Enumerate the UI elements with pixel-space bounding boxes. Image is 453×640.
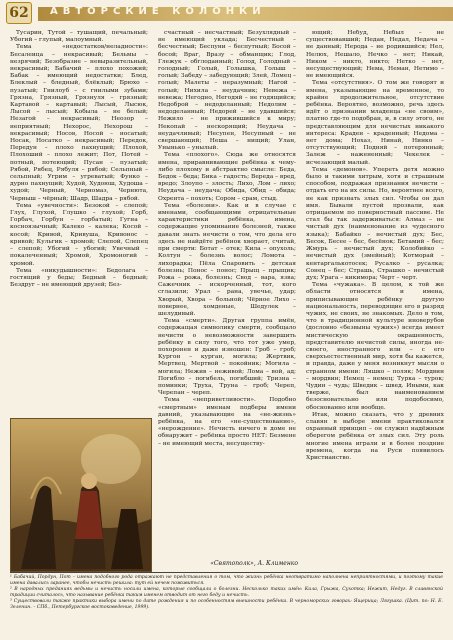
painting-illustration — [10, 418, 152, 572]
paragraph: Тема «смерти». Другая группа имён, содержащая символику смерти, сообщало нечисти о невозможности завершить ребёнку в силу того, что тот уже умер, похоронен и даже изношен: Гроб – гроб; Кургон – курган, могила; Жертвик, Мертвец, Мертвой – покойник; Могила – могила; Нежив – неживой; Лома – вой, ад; Погибло – погибель, погибший; Тризна – поминки; Труха, Труна – гроб; Череп, Черепан – череп. — [158, 318, 296, 397]
paragraph: Тема «никудышности»: Бедолага – гостящий у беды; Бедный – бедный; Бездруг – не имеющий друзей; Без- — [10, 267, 148, 289]
footnotes — [10, 575, 443, 612]
text-column-3 — [306, 30, 444, 500]
page-number: 62 — [6, 2, 32, 24]
footnote: ³ Существовали также практики выбора имени по дате рождения и по особенностям внешности ребёнка. В черноморских говорах: Ящерица; Лягушка. (Цит. по: Н. Е. Зеленин. – СПб., Петербургское востоковедение, 1999). — [10, 599, 443, 610]
painting-image — [11, 419, 151, 571]
text-column-2 — [158, 30, 296, 520]
illustration-caption: «Святополк», А. Клименко — [210, 560, 298, 567]
page-header — [0, 0, 453, 28]
text-column-1 — [10, 30, 148, 415]
paragraph: Тема «плохого». Сюда же относятся имена, приравнивающие ребёнка к чему-либо плохому и абстрактно смысле: Беда, Бедок – беда; Бика – гадость; Вереда – вред, вредо; Злоупо – злость; Лихо, Лом – лихо; Неудача – неудача; Обида, Обид – обида; Охрента – похоть; Сором – срам, стыд. — [158, 152, 296, 202]
section-title: АВТОРСКИЕ КОЛОНКИ — [50, 6, 266, 17]
paragraph: Тема «чужака». В целом, к той же области относятся и имена, приписывающие ребёнку другую национальность, переводящие его в разряд чужих, не своих, не знакомых. Дело в том, что в традиционной культуре иноверубов (дословно «безвыны чужих») всегда имеет мистическую окрашенность, представителю нечистой силы, иногда не-своего, иностранного или – с его сверхъестественный мир, хотя бы кажется, и правда, даже у меня возникнут мысли о странном имени: Ляшко – поляк; Мордвин – мордвин; Немец – немец; Турка – турок; Чудин – чудь; Шведик – швед. Иными, как тверже, был наименованием безосновательно или подобосимо, обоснованно или вообще. — [306, 282, 444, 411]
paragraph: Тема «неприветливости». Подобно «смертным» именам подберы имени давний, указывающие на «не-жизнь» ребёнка, на его «не-существование», «нерождение». Нечисть ничего в доме не обнаружит – ребёнка просто НЕТ: Безмене – не имеющий места, несуществу- — [158, 397, 296, 447]
paragraph: Тусарин, Тутой – тушащий, печальный; Убогий – глупый, малоумный. — [10, 30, 148, 44]
paragraph: ющий; Небуд, Небыл – не существовавший; Недан, Недал, Недача – не данный; Нерода – не родившийся; Нел, Нелюх, Нешало, Нечко – нет; Никай, Ником – никто, никто; Нетко – нет, несуществующий; Нема, Неман, Нетимо – не имеющийся. — [306, 30, 444, 80]
footnote: ¹ Бабачий, Пордун, Пот – имена подобного рода отражают не представления о том, что жизнь ребёнка неотвратимо наполнена неприятностями, и поэтому такие имена давались заранее, чтобы нечисть решила: тут ей нечем поживиться. — [10, 575, 443, 586]
footnote-divider — [10, 572, 443, 573]
paragraph: Тема «демонов». Упереть детя можно было и такими хитрым, хотя и страшным способом, подражая признания нечисти – отдать его на их силы. Но, вероятнее всего, не как признать злых сил. Чтобы он дал имя. Бывали пустой прозвали, как отрицаемом по поверностный пассиве. Не стал бы так задерживаться: Алмаз – не чистый дух (наименование из чудесного языка); Бабайко – нечистый дух; Бес, Бесок, Бесее – бес, бесёнок; Бетамий – бес; Жмурь – нечистый дух; Колобийко – нечистый дух (змейный); Котморай – кентаргалькотосек; Русалко – русалка; Сонец – бес; Страшь, Страшко – нечистый дух; Урага – кикимора; Черт – черт. — [306, 166, 444, 281]
paragraph: Тема «увечности»: Безокой – слепой; Глух, Глухой, Глушко – глухой; Горб, Горбач, Горбун – горбатый; Гугна – косноязычный; Калеко – калека; Косой – косой; Кривой, Кривуша, Кривонос – кривой; Кульгик – хромой; Слепой, Слепец – слепой; Убогий – убогий; Увечный – покалеченный; Хромой, Хромоногий – хромой. — [10, 202, 148, 267]
paragraph: Тема «недостатков/неладности»: Бесалеица – некрасивый; Бельмы – незрячий; Безобразие – невыразительный, некрасивый; Бабачий – плохо похожий; Бабак – имеющий недостатки; Блед, Блеклый – бледный, блёклый; Брюхо – пузатый; Гнилоуб – с гнилыми зубами; Грязна, Грязный, Грязнуля – грязный; Картавой – картавый; Лысый, Лысюк, Лысой – лысый; Кобыла – не белый; Незагой – некрасивый; Неозор – неприятный; Нехорос, Нехорош – некрасивый; Носов, Носой – носатый; Носак, Носатко – некрасивый; Передок, Передун – плохо пахнущий; Плохой, Плохоший – плохо лежит; Пот, Потей – потный, потеющий; Пусан – пузатый; Рябой, Рябец, Рябуля – рябой; Сельпный – сельпный; Угрим – угреватый; Функо – дурно пахнущий; Худой, Худоюш, Худоша – худой; Черный, Черномаз, Чернюта, Черныш – чёрный; Шадр, Шадра – рябой. — [10, 44, 148, 202]
paragraph: Тема «болезни». Как и в случае с именами, сообщающими отрицательные характеристики ребёнка, имена, содержащие упоминание болезней, также давали знать нечисти о том, что дела его здесь не найдёте ребёнок хворает, считай, при смерти: Ботат – отек; Кила – опухоль; Колтун – болезнь волос; Ломота – лихорадка; Пёла Спаровить – детская болезнь; Понос – понос; Прыщ – прыщик; Рожа – рожа, болезнь; Свод – вара, язва; Сажечник – искорченный, тот, кого сглазили; Урал – рана, увечье, удар; Хворый, Хвора – больной; Чёрное Лихо – повернее, хомденые, Шедулек – шелудивый. — [158, 202, 296, 317]
paragraph: счастный – несчастный; Безухлядный – не имеющий уклада; Бесчестный – бесчестный; Беспуни – беспутный; Босой – босой; Враг, Вразу – обманщик; Глод, Глежук – обглоданный; Голод, Голодный – голодный; Голый, Голышка, Голыш – голый; Забеду – забедующий; Злей, Ломец – голый; Малеты – неразумный; Нагой – голый; Нихила – неудачник; Невежа – невежа; Негодно, Негодяй – не годящийся; Недоброй – недоделанный; Недолим – недоделанный; Недорей – не удавшийся; Нежило – не прижившийся к миру; Некопай – нескорящий; Неудача – неудачливый; Несупен, Несупный – не свершающий; Неша – нищий; Улан, Унынько – унылый. — [158, 30, 296, 152]
paragraph: Итак, можно сказать, что у древних славян в выборе имени практиковался охранный принцип – он служил надёжным оберегом ребёнка от злых сил. Эту роль многие имена играли и в более поздние времена, когда на Руси появилось Христианство. — [306, 411, 444, 461]
footnote: ² В народных преданиях ведьмы и нечисть носили имена, которые сообщали о болезни. Несколько таких имён: Кила, Грыжа, Сухотка; Нежит, Недуг. В славянской традиции считалось, что называние ребёнка таким именем отводит от него беду и нечисть. — [10, 587, 443, 598]
paragraph: Тема «отсутствия». О том же говорят и имена, указывающие на временное, то крайне продолжительное, отсутствие ребёнка. Вероятно, возможно, речь здесь идёт о признании младенца «не своим», платно где-то подобран, и, в силу этого, не представляющим для нечистых никакого интереса: Краден – краденный; Недома – нет дома; Нохаз, Нинай, Нинко – отсутствующий; Подняй – потерянный; Залеж – нажененный; Чекелек – исчезающий малый. — [306, 80, 444, 166]
